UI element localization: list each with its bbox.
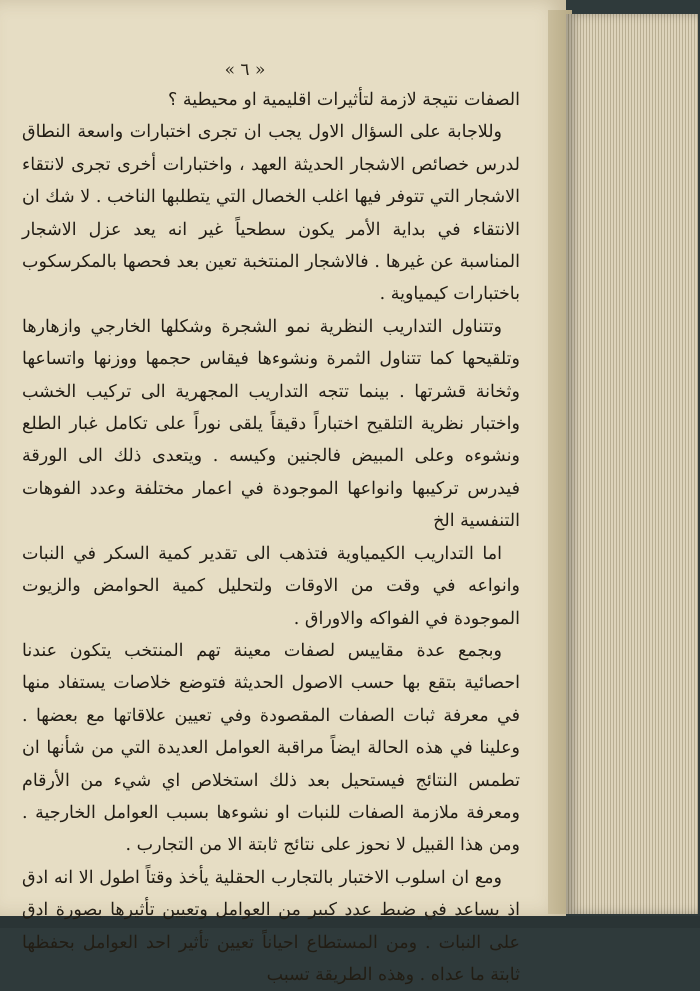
paragraph-5: وبجمع عدة مقاييس لصفات معينة تهم المنتخب يتكون عندنا احصائية بتقع بها حسب الاصول الحديثة فتوضع خلاصات يستفاد منها في معرفة ثبات الصفات المقصودة وفي تعيين علاقاتها مع بعضها . وعلينا في هذه الحالة ايضاً مراقبة العوامل العديدة التي من شأنها ان تطمس النتائج فيستحيل بعد ذلك استخلاص اي شيء من الأرقام ومعرفة ملازمة الصفات للنبات او نشوءها بسبب العوامل الخارجية . ومن هذا القبيل لا نحوز على نتائج ثابتة الا من التجارب . xyxy=(22,640,520,856)
paragraph-3: وتتناول التداريب النظرية نمو الشجرة وشكلها الخارجي وازهارها وتلقيحها كما تتناول الثمرة ونشوءها فيقاس حجمها ووزنها واتساعها وثخانة قشرتها . بينما تتجه التداريب المجهرية الى تركيب الخشب واختبار نظرية التلقيح اختباراً دقيقاً يلقى نوراً على تكامل غبار الطلع ونشوءه وعلى المبيض فالجنين وكيسه . ويتعدى ذلك الى الورقة فيدرس تركيبها وانواعها الموجودة في اعمار مختلفة وعدد الفوهات التنفسية الخ xyxy=(22,316,520,532)
body-text xyxy=(22,84,520,991)
paragraph-6: ومع ان اسلوب الاختبار بالتجارب الحقلية يأخذ وقتاً اطول الا انه ادق اذ يساعد في ضبط عدد كبير من العوامل وتعيين تأثيرها بصورة ادق على النبات . ومن المستطاع احياناً تعيين تأثير احد العوامل بحفظها ثابتة ما عداه . وهذه الطريقة تسبب xyxy=(22,867,520,985)
page-number: « ٦ » xyxy=(224,60,266,80)
paragraph-4: اما التداريب الكيمياوية فتذهب الى تقدير كمية السكر في النبات وانواعه في وقت من الاوقات ولتحليل كمية الحوامض والزيوت الموجودة في الفواكه والاوراق . xyxy=(22,543,520,629)
paragraph-1: الصفات نتيجة لازمة لتأثيرات اقليمية او محيطية ؟ xyxy=(167,90,520,110)
paragraph-2: وللاجابة على السؤال الاول يجب ان تجرى اختبارات واسعة النطاق لدرس خصائص الاشجار الحديثة العهد ، واختبارات أخرى تجرى لانتقاء الاشجار التي تتوفر فيها اغلب الخصال التي يتطلبها الناخب . لا شك ان الانتقاء في بداية الأمر يكون سطحياً غير انه يعد عزل الاشجار المناسبة عن غيرها . فالاشجار المنتخبة تعين بعد فحصها بالمكرسكوب باختبارات كيمياوية . xyxy=(22,122,520,305)
page-edges xyxy=(566,14,698,914)
